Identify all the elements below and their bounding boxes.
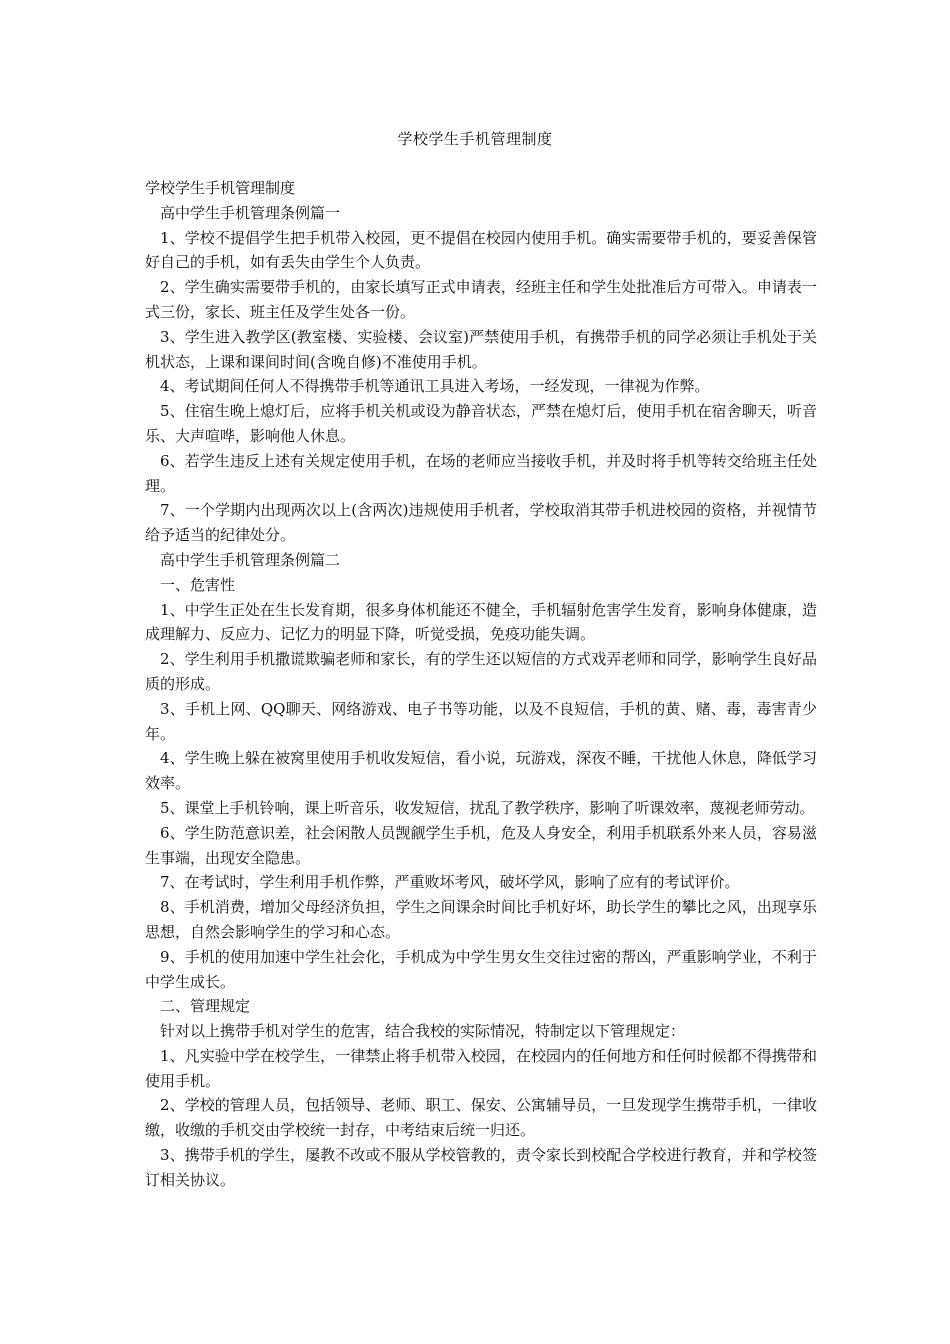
paragraph: 8、手机消费，增加父母经济负担，学生之间课余时间比手机好坏，助长学生的攀比之风，出现享乐思想，自然会影响学生的学习和心态。 — [145, 898, 817, 941]
document-body — [145, 176, 817, 1193]
document-title: 学校学生手机管理制度 — [397, 130, 553, 148]
paragraph: 5、住宿生晚上熄灯后，应将手机关机或设为静音状态，严禁在熄灯后，使用手机在宿舍聊天，听音乐、大声喧哗，影响他人休息。 — [145, 402, 817, 445]
paragraph: 2、学校的管理人员，包括领导、老师、职工、保安、公寓辅导员，一旦发现学生携带手机，一律收缴，收缴的手机交由学校统一封存，中考结束后统一归还。 — [145, 1096, 817, 1140]
paragraph: 1、凡实验中学在校学生，一律禁止将手机带入校园，在校园内的任何地方和任何时候都不得携带和使用手机。 — [145, 1046, 817, 1090]
paragraph: 5、课堂上手机铃响，课上听音乐，收发短信，扰乱了教学秩序，影响了听课效率，蔑视老师劳动。 — [160, 798, 815, 817]
paragraph: 9、手机的使用加速中学生社会化，手机成为中学生男女生交往过密的帮凶，严重影响学业，不利于中学生成长。 — [145, 947, 817, 991]
paragraph: 4、考试期间任何人不得携带手机等通讯工具进入考场，一经发现，一律视为作弊。 — [160, 377, 710, 396]
paragraph: 高中学生手机管理条例篇二 — [160, 550, 341, 569]
paragraph: 3、学生进入教学区(教室楼、实验楼、会议室)严禁使用手机，有携带手机的同学必须让手机处于关机状态，上课和课间时间(含晚自修)不准使用手机。 — [145, 327, 817, 371]
paragraph: 4、学生晚上躲在被窝里使用手机收发短信，看小说，玩游戏，深夜不睡，干扰他人休息，降低学习效率。 — [145, 749, 817, 793]
paragraph: 高中学生手机管理条例篇一 — [160, 203, 341, 222]
paragraph: 6、学生防范意识差，社会闲散人员觊觎学生手机，危及人身安全，利用手机联系外来人员，容易滋生事端，出现安全隐患。 — [145, 823, 817, 867]
paragraph: 7、在考试时，学生利用手机作弊，严重败坏考风，破坏学风，影响了应有的考试评价。 — [160, 873, 740, 892]
paragraph: 1、中学生正处在生长发育期，很多身体机能还不健全，手机辐射危害学生发育，影响身体健康，造成理解力、反应力、记忆力的明显下降，听觉受损，免疫功能失调。 — [145, 600, 817, 644]
paragraph: 2、学生利用手机撒谎欺骗老师和家长，有的学生还以短信的方式戏弄老师和同学，影响学生良好品质的形成。 — [145, 650, 817, 693]
paragraph: 3、携带手机的学生，屡教不改或不服从学校管教的，责令家长到校配合学校进行教育，并和学校签订相关协议。 — [145, 1146, 817, 1189]
paragraph: 二、管理规定 — [160, 997, 251, 1016]
paragraph: 3、手机上网、QQ聊天、网络游戏、电子书等功能，以及不良短信，手机的黄、赌、毒，毒害青少年。 — [145, 699, 817, 743]
paragraph: 1、学校不提倡学生把手机带入校园，更不提倡在校园内使用手机。确实需要带手机的，要妥善保管好自己的手机，如有丢失由学生个人负责。 — [145, 228, 817, 272]
paragraph: 针对以上携带手机对学生的危害，结合我校的实际情况，特制定以下管理规定： — [160, 1022, 686, 1041]
paragraph: 6、若学生违反上述有关规定使用手机，在场的老师应当接收手机，并及时将手机等转交给班主任处理。 — [145, 451, 817, 495]
paragraph: 一、危害性 — [160, 575, 236, 594]
paragraph: 2、学生确实需要带手机的，由家长填写正式申请表，经班主任和学生处批准后方可带入。申请表一式三份，家长、班主任及学生处各一份。 — [145, 278, 817, 321]
paragraph: 学校学生手机管理制度 — [145, 179, 296, 197]
paragraph: 7、一个学期内出现两次以上(含两次)违规使用手机者，学校取消其带手机进校园的资格，并视情节给予适当的纪律处分。 — [145, 501, 817, 545]
